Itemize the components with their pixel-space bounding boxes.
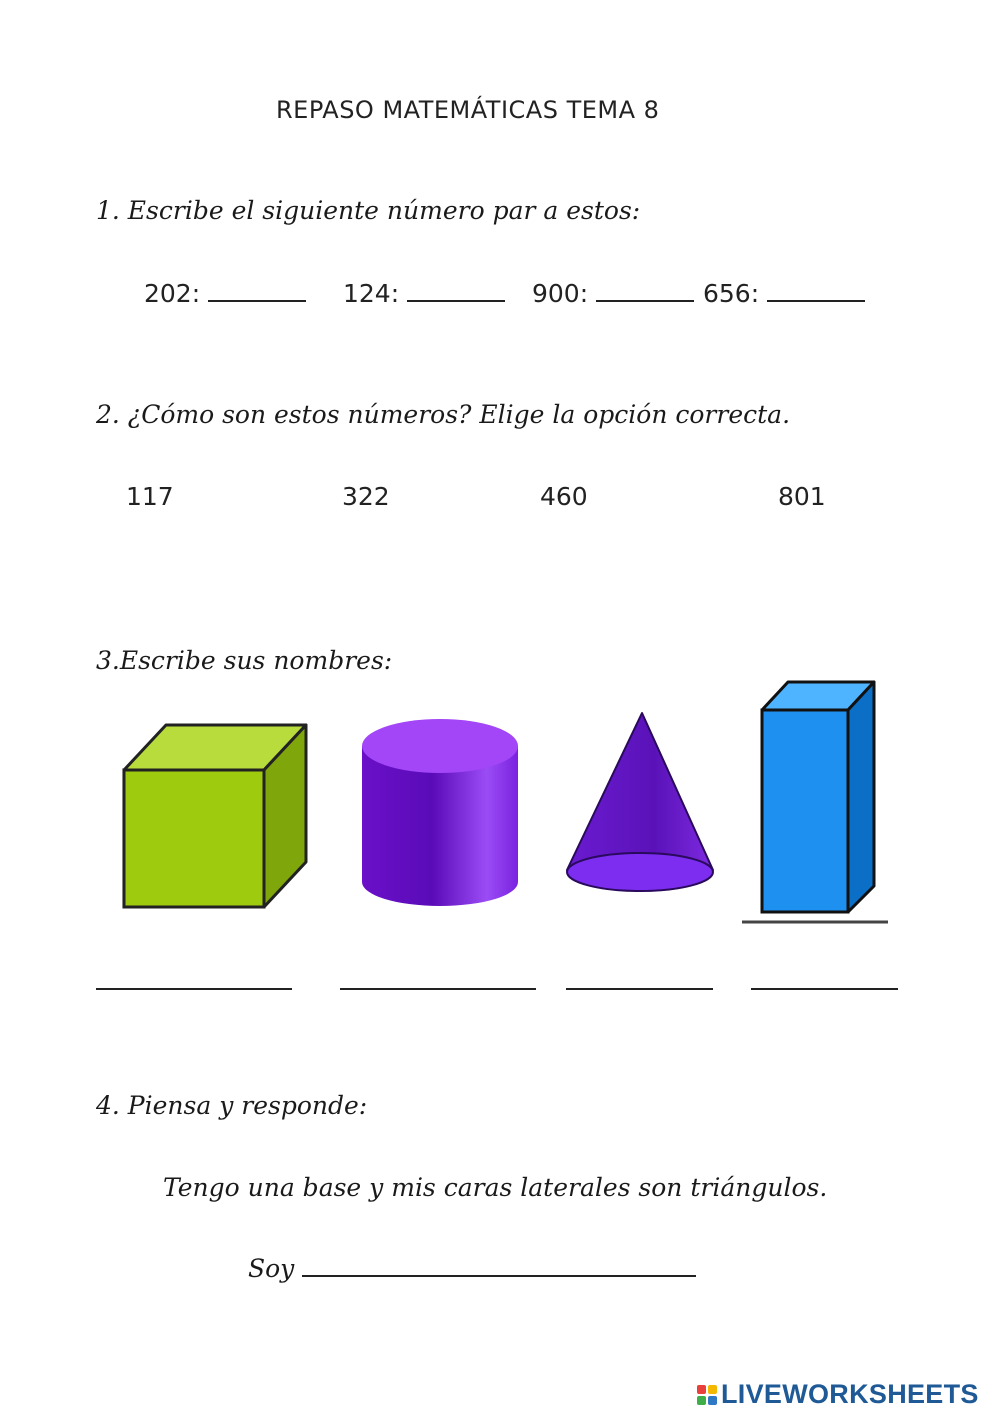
question-2-prompt: 2. ¿Cómo son estos números? Elige la opción correcta. xyxy=(96,400,791,429)
q3-answer-blank[interactable] xyxy=(96,966,292,990)
q4-answer-blank[interactable] xyxy=(302,1253,696,1277)
brand-name: LIVEWORKSHEETS xyxy=(721,1379,979,1409)
q1-item xyxy=(343,278,505,308)
q3-answer-item xyxy=(96,966,292,996)
question-3-prompt: 3.Escribe sus nombres: xyxy=(96,646,393,675)
q1-item xyxy=(703,278,865,308)
q2-number[interactable]: 117 xyxy=(126,482,174,511)
q4-answer-label: Soy xyxy=(248,1254,295,1283)
q2-number[interactable]: 801 xyxy=(778,482,826,511)
q1-answer-blank[interactable] xyxy=(407,278,505,302)
q2-number[interactable]: 322 xyxy=(342,482,390,511)
q3-answer-blank[interactable] xyxy=(751,966,898,990)
q4-answer-row xyxy=(248,1253,696,1283)
rectangular-prism-icon xyxy=(740,676,890,926)
liveworksheets-logo-icon xyxy=(697,1385,717,1405)
q1-number-label: 202: xyxy=(144,279,201,308)
q1-answer-blank[interactable] xyxy=(767,278,865,302)
q1-item xyxy=(144,278,306,308)
cone-icon xyxy=(562,710,718,896)
question-4-prompt: 4. Piensa y responde: xyxy=(96,1091,368,1120)
page-title: REPASO MATEMÁTICAS TEMA 8 xyxy=(276,96,660,124)
q1-answer-blank[interactable] xyxy=(596,278,694,302)
q3-answer-item xyxy=(340,966,536,996)
q1-answer-blank[interactable] xyxy=(208,278,306,302)
q1-number-label: 900: xyxy=(532,279,589,308)
q4-riddle: Tengo una base y mis caras laterales son triángulos. xyxy=(163,1173,828,1202)
q2-number[interactable]: 460 xyxy=(540,482,588,511)
cube-icon xyxy=(118,720,310,912)
q3-answer-blank[interactable] xyxy=(566,966,713,990)
question-1-prompt: 1. Escribe el siguiente número par a estos: xyxy=(96,196,641,225)
q3-answer-blank[interactable] xyxy=(340,966,536,990)
q3-answer-item xyxy=(566,966,713,996)
q1-number-label: 656: xyxy=(703,279,760,308)
q1-item xyxy=(532,278,694,308)
liveworksheets-logo xyxy=(697,1379,979,1410)
q1-number-label: 124: xyxy=(343,279,400,308)
cylinder-icon xyxy=(358,712,522,912)
q3-answer-item xyxy=(751,966,898,996)
